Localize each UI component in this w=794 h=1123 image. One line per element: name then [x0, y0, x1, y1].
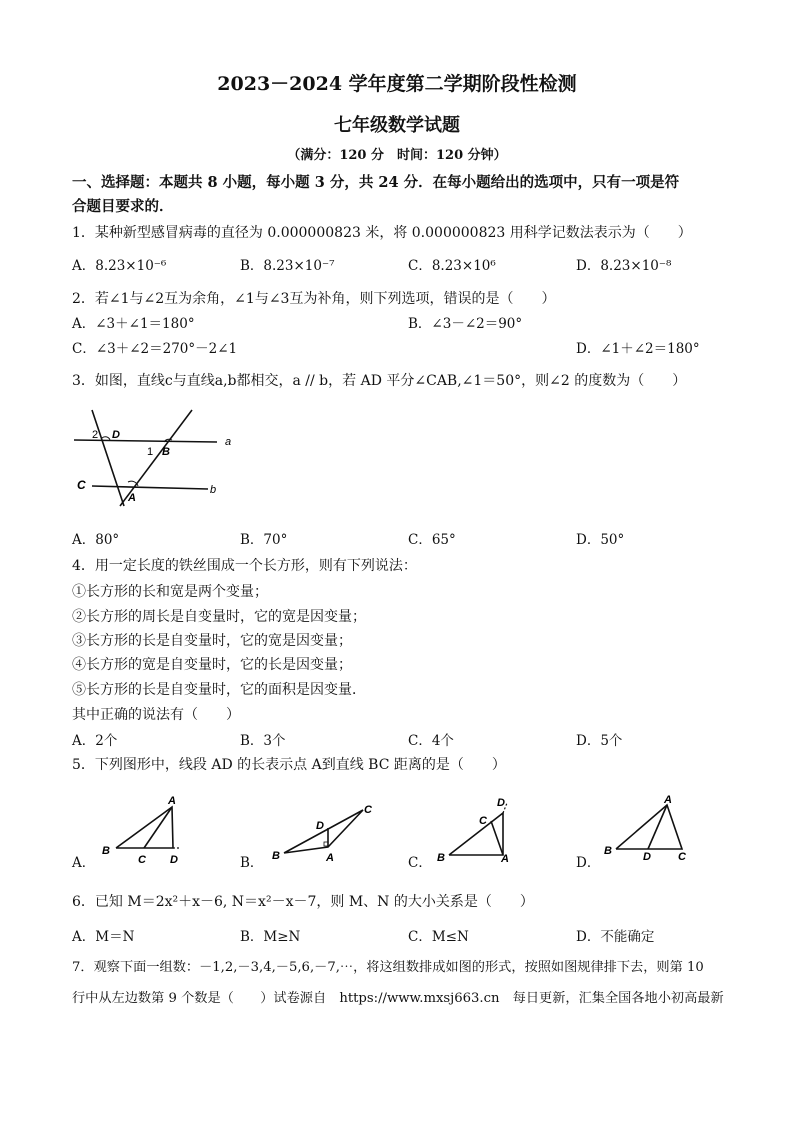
question-2-option-b: B．∠3－∠2＝90°: [408, 316, 523, 332]
question-6-option-a: A．M＝N: [72, 929, 135, 945]
question-2-option-d: D．∠1＋∠2＝180°: [576, 341, 700, 357]
question-2-option-c: C．∠3＋∠2＝270°－2∠1: [72, 341, 238, 357]
fig-c-label-a: A: [501, 853, 509, 865]
label-d: D: [112, 429, 120, 441]
question-3-option-b: B．70°: [240, 532, 288, 548]
question-4-item-1: ①长方形的长和宽是两个变量；: [72, 584, 268, 600]
fig-d-label-a: A: [664, 794, 672, 806]
fig-b-label-c: C: [364, 804, 372, 816]
question-3-option-a: A．80°: [72, 532, 120, 548]
fig-d-label-c: C: [678, 851, 686, 862]
label-angle-2: 2: [92, 429, 99, 441]
exam-subtitle: 七年级数学试题: [334, 115, 460, 136]
line-c: [92, 410, 124, 506]
question-4-ask: 其中正确的说法有（ ）: [72, 707, 240, 723]
question-5-option-b: B．: [240, 855, 264, 871]
question-4-item-5: ⑤长方形的长是自变量时，它的面积是因变量．: [72, 682, 366, 698]
question-3-option-d: D．50°: [576, 532, 625, 548]
exam-meta: （满分：120 分 时间：120 分钟）: [287, 148, 507, 163]
fig-b-label-a: A: [326, 852, 334, 864]
fig-c-label-b: B: [437, 852, 445, 864]
question-4-stem: 4．用一定长度的铁丝围成一个长方形，则有下列说法：: [72, 558, 417, 574]
question-5-figure-b: [270, 800, 380, 865]
question-3-option-c: C．65°: [408, 532, 456, 548]
question-2-option-a: A．∠3＋∠1＝180°: [72, 316, 195, 332]
question-1-option-c: C．8.23×10⁶: [408, 258, 496, 274]
question-6-stem: 6．已知 M＝2x²＋x－6, N＝x²－x－7，则 M、N 的大小关系是（ ）: [72, 894, 534, 910]
question-3-figure: [72, 400, 242, 510]
question-7-line1: 7．观察下面一组数：－1,2,－3,4,－5,6,－7,⋯，将这组数排成如图的形式，按照如图规律排下去，则第 10: [72, 960, 704, 975]
question-4-item-4: ④长方形的宽是自变量时，它的长是因变量；: [72, 657, 352, 673]
line-b: [92, 486, 208, 489]
fig-a-label-b: B: [102, 845, 110, 857]
label-point-a: A: [128, 492, 136, 504]
question-4-option-d: D．5个: [576, 733, 623, 749]
fig-b-label-d: D: [316, 820, 324, 832]
question-5-stem: 5．下列图形中，线段 AD 的长表示点 A到直线 BC 距离的是（ ）: [72, 757, 506, 773]
question-4-option-b: B．3个: [240, 733, 286, 749]
fig-b-label-b: B: [272, 850, 280, 862]
question-4-item-3: ③长方形的长是自变量时，它的宽是因变量；: [72, 633, 352, 649]
question-2-stem: 2．若∠1与∠2互为余角，∠1与∠3互为补角，则下列选项，错误的是（ ）: [72, 291, 556, 307]
question-1-option-a: A．8.23×10⁻⁶: [72, 258, 167, 274]
question-5-option-d: D．: [576, 855, 601, 871]
fig-a-label-a: A: [168, 795, 176, 807]
label-angle-1: 1: [147, 446, 154, 458]
question-5-figure-c: [435, 795, 525, 865]
fig-a-label-c: C: [138, 854, 146, 866]
question-7-line2: 行中从左边数第 9 个数是（ ）试卷源自 https://www.mxsj663.cn 每日更新，汇集全国各地小初高最新: [72, 991, 724, 1006]
question-6-option-d: D．不能确定: [576, 929, 655, 945]
question-3-stem: 3．如图，直线c与直线a,b都相交，a // b，若 AD 平分∠CAB,∠1＝50°，则∠2 的度数为（ ）: [72, 373, 687, 389]
question-5-option-a: A．: [72, 855, 96, 871]
section-heading-line2: 合题目要求的．: [72, 198, 174, 215]
question-5-figure-d: [600, 792, 700, 862]
exam-title: 2023－2024 学年度第二学期阶段性检测: [217, 73, 577, 95]
label-c: C: [77, 478, 86, 492]
fig-a-label-d: D: [170, 854, 178, 866]
label-b: B: [162, 446, 170, 458]
fig-d-label-d: D: [643, 851, 651, 862]
question-6-option-c: C．M≤N: [408, 929, 469, 945]
question-6-option-b: B．M≥N: [240, 929, 301, 945]
question-1-stem: 1．某种新型感冒病毒的直径为 0.000000823 米，将 0.000000823 用科学记数法表示为（ ）: [72, 225, 692, 241]
fig-c-label-d: D: [497, 797, 505, 809]
question-5-option-c: C．: [408, 855, 432, 871]
label-a: a: [225, 436, 232, 448]
question-4-item-2: ②长方形的周长是自变量时，它的宽是因变量；: [72, 609, 366, 625]
angle-2-arc: [102, 437, 110, 440]
question-5-figure-a: [98, 792, 193, 867]
question-4-option-a: A．2个: [72, 733, 118, 749]
question-1-option-d: D．8.23×10⁻⁸: [576, 258, 672, 274]
fig-c-label-c: C: [479, 815, 487, 827]
label-b-line: b: [210, 484, 217, 496]
section-heading-line1: 一、选择题：本题共 8 小题，每小题 3 分，共 24 分．在每小题给出的选项中，只有一项是符: [72, 174, 680, 191]
question-1-option-b: B．8.23×10⁻⁷: [240, 258, 335, 274]
question-4-option-c: C．4个: [408, 733, 454, 749]
fig-d-label-b: B: [604, 845, 612, 857]
